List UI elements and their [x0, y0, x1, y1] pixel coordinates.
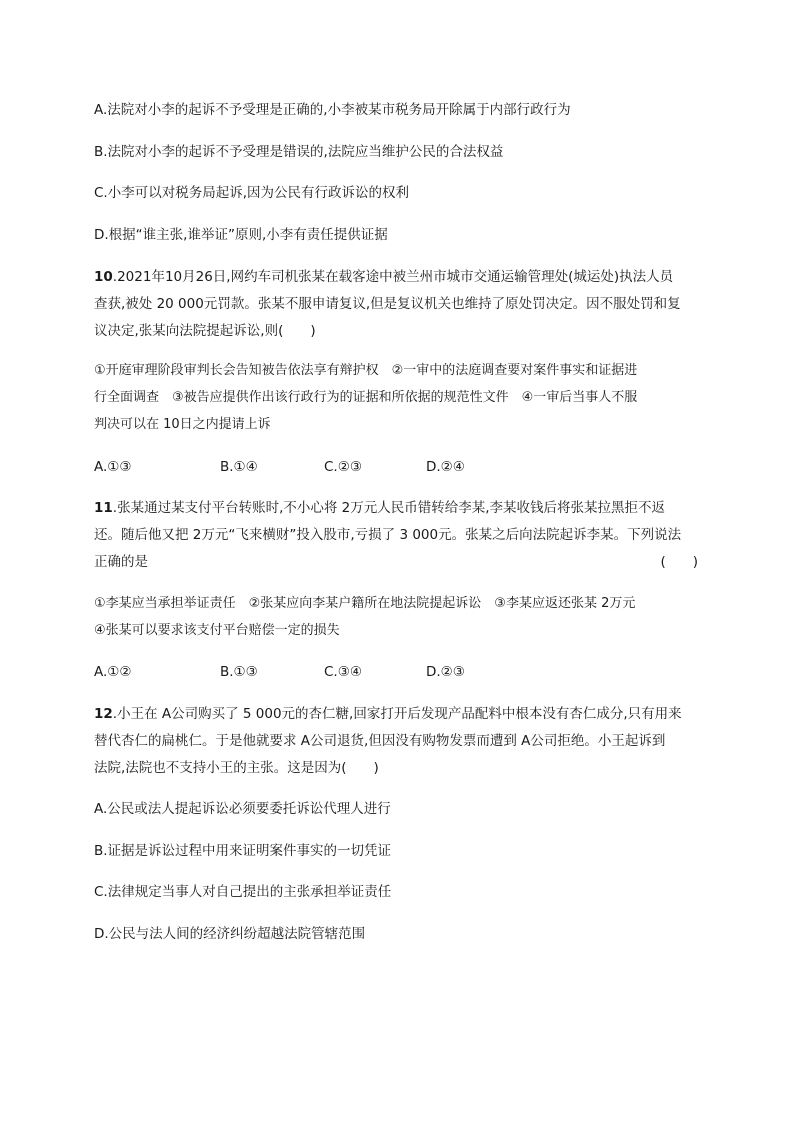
q12-stem-line-2: 替代杏仁的扁桃仁。于是他就要求 A公司退货,但因没有购物发票而遭到 A公司拒绝。小王起诉到 [94, 733, 666, 749]
q10-choice-d: D.②④ [426, 459, 465, 475]
q9-option-d: D.根据“谁主张,谁举证”原则,小李有责任提供证据 [94, 227, 388, 243]
q12-stem-text: .小王在 A公司购买了 5 000元的杏仁糖,回家打开后发现产品配料中根本没有杏仁成分,只有用来 [112, 706, 682, 722]
q12-option-b: B.证据是诉讼过程中用来证明案件事实的一切凭证 [94, 843, 392, 859]
q11-choice-c: C.③④ [324, 664, 362, 680]
q10-stem-line-3: 议决定,张某向法院提起诉讼,则( ) [94, 323, 316, 339]
q12-option-a: A.公民或法人提起诉讼必须要委托诉讼代理人进行 [94, 801, 391, 817]
q11-statement-line-2: ④张某可以要求该支付平台赔偿一定的损失 [94, 623, 340, 638]
q10-stem-line-2: 查获,被处 20 000元罚款。张某不服申请复议,但是复议机关也维持了原处罚决定。因不服处罚和复 [94, 296, 681, 312]
q11-stem-text: .张某通过某支付平台转账时,不小心将 2万元人民币错转给李某,李某收钱后将张某拉黑拒不返 [112, 500, 666, 516]
q10-choice-b: B.①④ [220, 459, 258, 475]
q11-choice-b: B.①③ [220, 664, 258, 680]
q10-number: 10 [94, 269, 113, 285]
q12-number: 12 [94, 706, 113, 722]
q11-stem-text-3: 正确的是 [94, 554, 148, 570]
q12-stem-line-3: 法院,法院也不支持小王的主张。这是因为( ) [94, 760, 379, 776]
q11-choice-d: D.②③ [426, 664, 465, 680]
q9-option-a: A.法院对小李的起诉不予受理是正确的,小李被某市税务局开除属于内部行政行为 [94, 102, 571, 118]
q10-stem-text: .2021年10月26日,网约车司机张某在载客途中被兰州市城市交通运输管理处(城运处)执法人员 [112, 269, 674, 285]
q11-stem-line-1 [94, 498, 704, 518]
q9-option-b: B.法院对小李的起诉不予受理是错误的,法院应当维护公民的合法权益 [94, 144, 504, 160]
q12-option-d: D.公民与法人间的经济纠纷超越法院管辖范围 [94, 926, 366, 942]
q10-statement-line-3: 判决可以在 10日之内提请上诉 [94, 417, 271, 432]
q11-stem-line-3 [94, 552, 704, 572]
q10-stem-line-1 [94, 267, 704, 287]
q10-statement-line-2: 行全面调查 ③被告应提供作出该行政行为的证据和所依据的规范性文件 ④一审后当事人不服 [94, 390, 638, 405]
q11-stem-line-2: 还。随后他又把 2万元“飞来横财”投入股市,亏损了 3 000元。张某之后向法院起诉李某。下列说法 [94, 527, 682, 543]
q9-option-c: C.小李可以对税务局起诉,因为公民有行政诉讼的权利 [94, 185, 410, 201]
q11-statement-line-1: ①李某应当承担举证责任 ②张某应向李某户籍所在地法院提起诉讼 ③李某应返还张某 2万元 [94, 596, 636, 611]
q10-choice-a: A.①③ [94, 459, 132, 475]
q11-number: 11 [94, 500, 113, 516]
q12-stem-line-1 [94, 704, 704, 724]
q10-choice-c: C.②③ [324, 459, 362, 475]
q11-choice-a: A.①② [94, 664, 132, 680]
q10-statement-line-1: ①开庭审理阶段审判长会告知被告依法享有辩护权 ②一审中的法庭调查要对案件事实和证据进 [94, 363, 638, 378]
q12-option-c: C.法律规定当事人对自己提出的主张承担举证责任 [94, 884, 392, 900]
q11-answer-bracket: ( ) [660, 554, 698, 570]
